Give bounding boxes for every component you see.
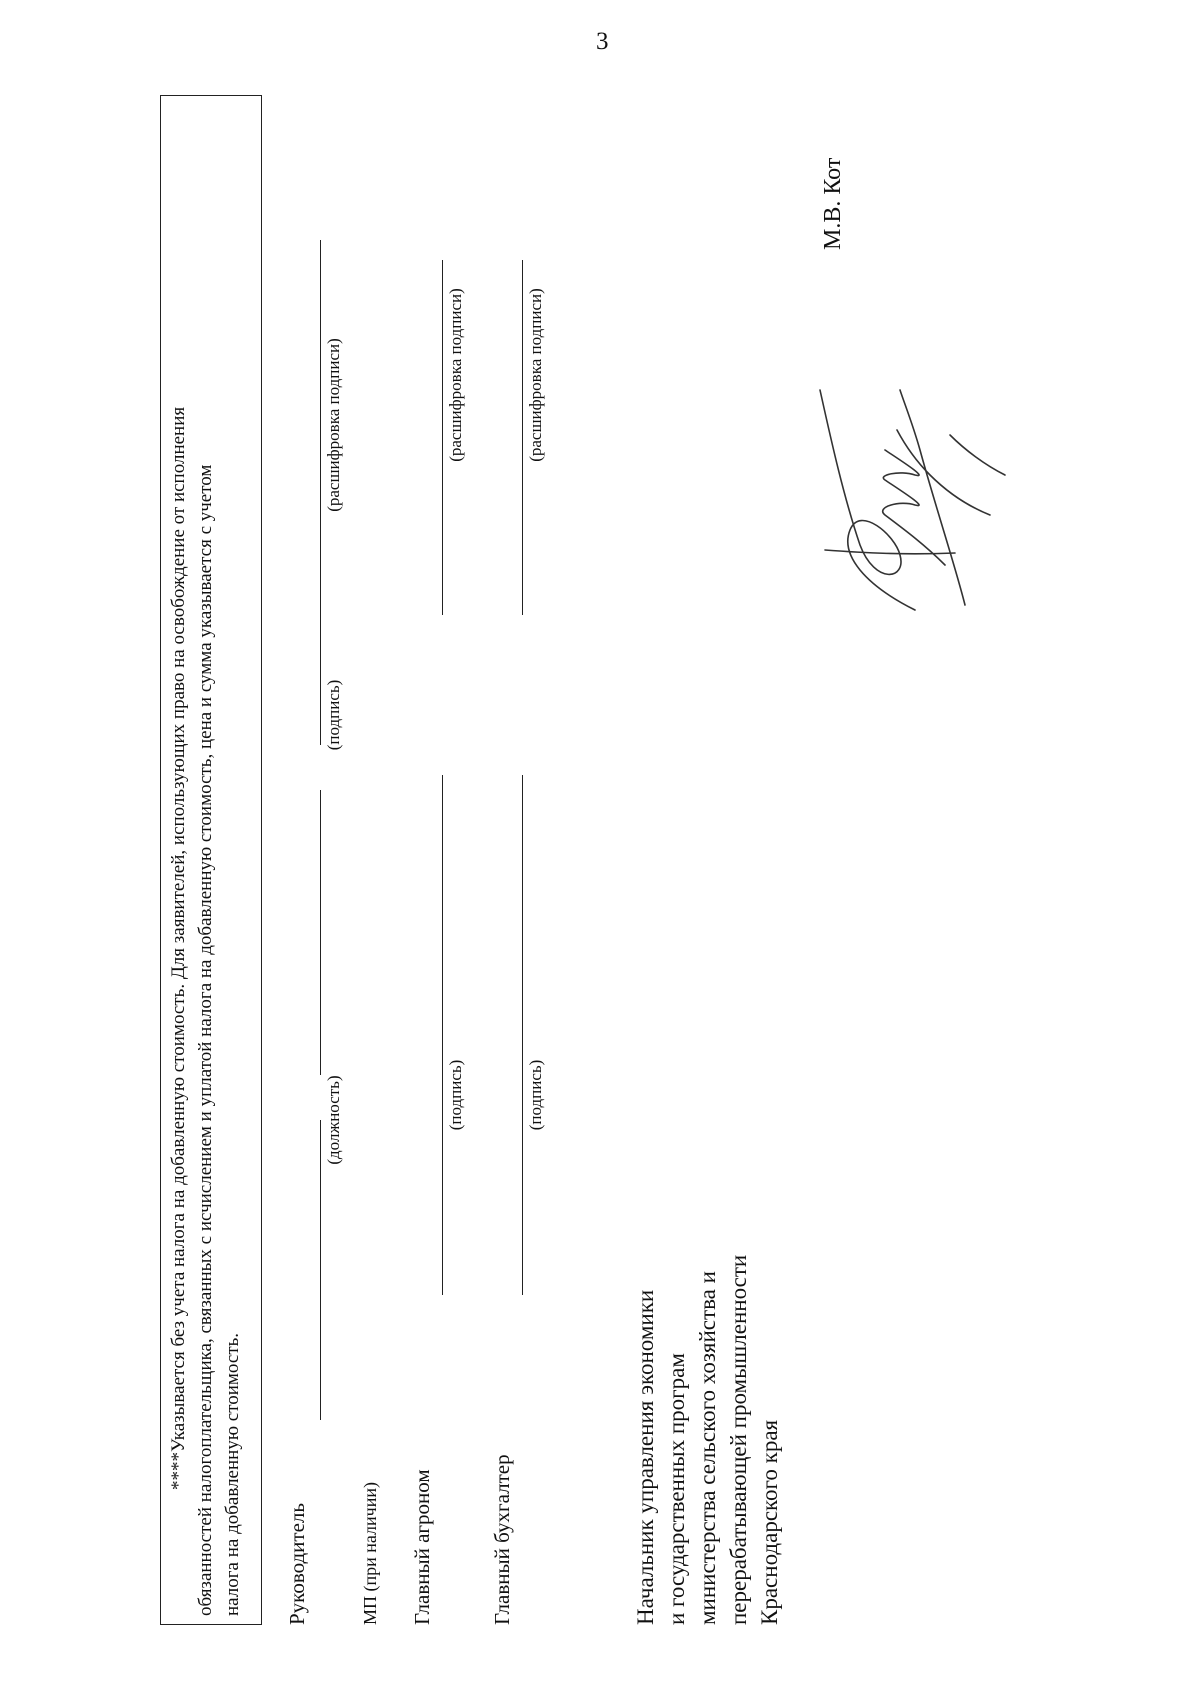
accountant-signature-line xyxy=(522,775,523,1295)
footer-line-4: перерабатывающей промышленности xyxy=(726,1254,751,1625)
manager-decoding-caption: (расшифровка подписи) xyxy=(324,338,343,512)
manager-position-caption: (должность) xyxy=(324,1075,343,1165)
manager-signature-caption: (подпись) xyxy=(324,679,343,751)
stamp-label: МП (при наличии) xyxy=(360,1482,380,1625)
agronomist-label: Главный агроном xyxy=(410,1469,434,1625)
footnote-line-2: обязанностей налогоплательщика, связанных с исчислением и уплатой налога на добавленную стоимость, цена и сумма указывается с учетом xyxy=(195,464,216,1616)
footer-line-3: министерства сельского хозяйства и xyxy=(695,1271,720,1625)
handwritten-signature xyxy=(805,385,1015,625)
manager-decoding-line xyxy=(320,240,321,745)
footer-line-1: Начальник управления экономики xyxy=(633,1289,658,1625)
accountant-decoding-caption: (расшифровка подписи) xyxy=(526,288,545,462)
agronomist-decoding-line xyxy=(442,260,443,615)
footnote-box xyxy=(160,95,262,1625)
footer-title xyxy=(630,1255,785,1625)
footer-line-2: и государственных програм xyxy=(664,1353,689,1625)
signer-name: М.В. Кот xyxy=(820,157,846,250)
page-number: 3 xyxy=(596,28,609,55)
agronomist-signature-caption: (подпись) xyxy=(446,1059,465,1131)
manager-signature-line xyxy=(320,790,321,1075)
footer-line-5: Краснодарского края xyxy=(757,1419,782,1625)
rotated-content xyxy=(160,125,1160,1625)
footnote-line-3: налога на добавленную стоимость. xyxy=(222,1332,243,1616)
manager-position-line xyxy=(320,1120,321,1420)
manager-label: Руководитель xyxy=(285,1503,309,1625)
agronomist-signature-line xyxy=(442,775,443,1295)
accountant-decoding-line xyxy=(522,260,523,615)
agronomist-decoding-caption: (расшифровка подписи) xyxy=(446,288,465,462)
footnote-line-1: ****Указывается без учета налога на добавленную стоимость. Для заявителей, использующих право на освобождение от исполнения xyxy=(168,406,189,1490)
accountant-signature-caption: (подпись) xyxy=(526,1059,545,1131)
accountant-label: Главный бухгалтер xyxy=(490,1454,514,1625)
